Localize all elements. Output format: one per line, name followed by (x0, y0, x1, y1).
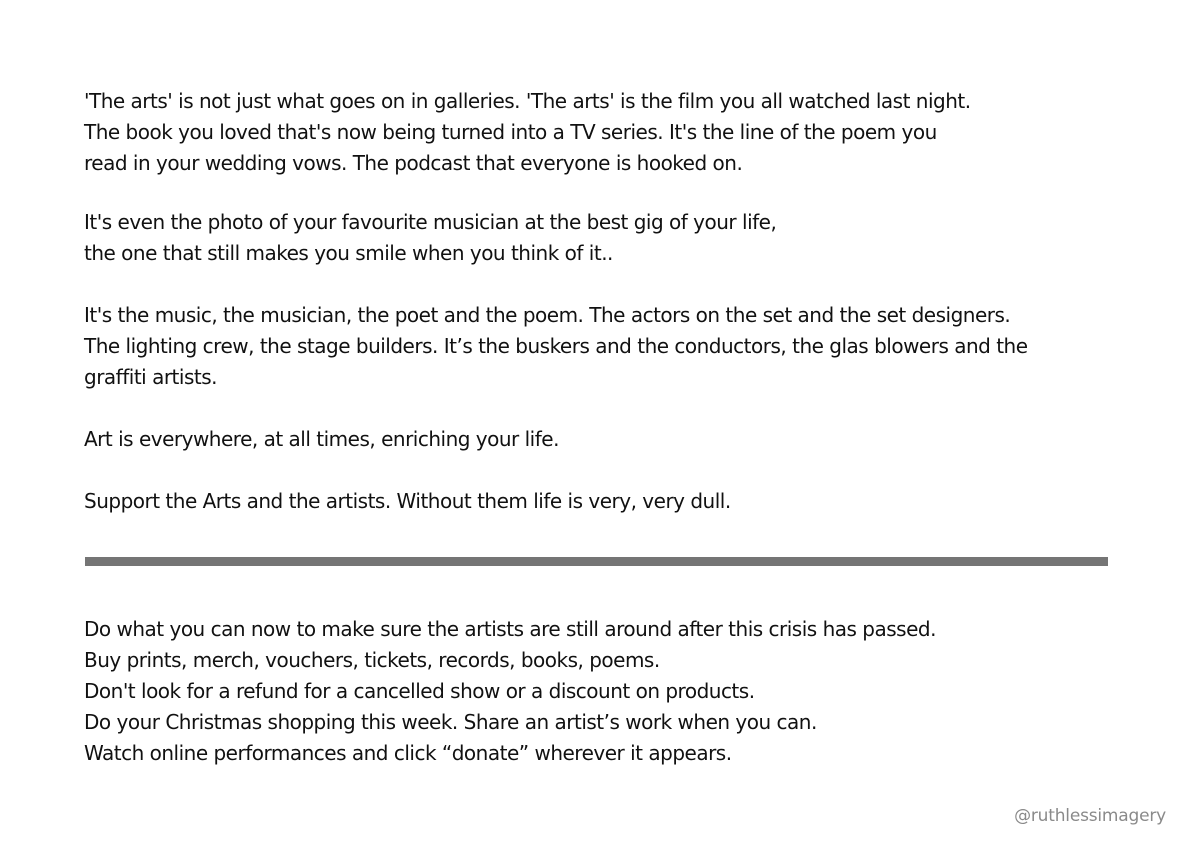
text-line: the one that still makes you smile when you think of it.. (84, 241, 613, 265)
cta-line: Don't look for a refund for a cancelled show or a discount on products. (84, 679, 755, 703)
text-line: It's even the photo of your favourite musician at the best gig of your life, (84, 210, 777, 234)
text-line: read in your wedding vows. The podcast that everyone is hooked on. (84, 151, 743, 175)
text-line: 'The arts' is not just what goes on in galleries. 'The arts' is the film you all watched last night. (84, 89, 971, 113)
section-divider (85, 557, 1108, 566)
paragraph-arts-people (84, 300, 1028, 393)
cta-line: Do your Christmas shopping this week. Share an artist’s work when you can. (84, 710, 817, 734)
cta-line: Buy prints, merch, vouchers, tickets, records, books, poems. (84, 648, 660, 672)
text-line: It's the music, the musician, the poet and the poem. The actors on the set and the set designers. (84, 303, 1011, 327)
text-line: Art is everywhere, at all times, enriching your life. (84, 427, 559, 451)
text-line: The lighting crew, the stage builders. It’s the buskers and the conductors, the glas blowers and the (84, 334, 1028, 358)
cta-line: Do what you can now to make sure the artists are still around after this crisis has passed. (84, 617, 936, 641)
text-line: graffiti artists. (84, 365, 217, 389)
paragraph-musician-photo (84, 207, 776, 269)
cta-line: Watch online performances and click “donate” wherever it appears. (84, 741, 732, 765)
watermark-handle: @ruthlessimagery (1014, 806, 1166, 826)
text-line: The book you loved that's now being turned into a TV series. It's the line of the poem you (84, 120, 937, 144)
call-to-action (84, 614, 936, 769)
paragraph-support-arts (84, 486, 731, 517)
paragraph-art-everywhere (84, 424, 559, 455)
paragraph-arts-definition (84, 86, 971, 179)
text-line: Support the Arts and the artists. Without them life is very, very dull. (84, 489, 731, 513)
